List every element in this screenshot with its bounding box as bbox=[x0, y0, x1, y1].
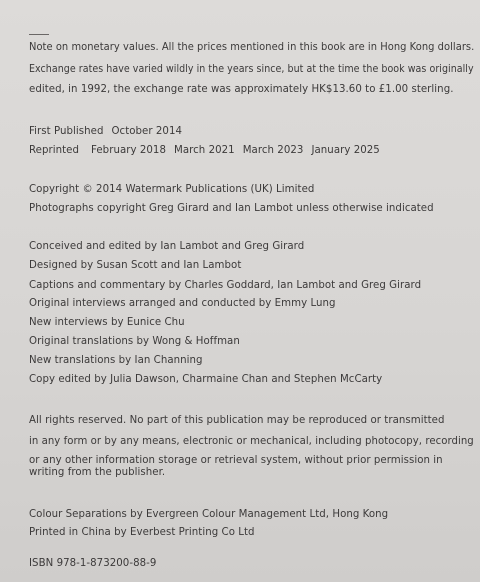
top-rule-divider bbox=[29, 34, 49, 35]
rights-line: All rights reserved. No part of this publication may be reproduced or transmitted bbox=[29, 415, 445, 426]
copyright-line: Copyright © 2014 Watermark Publications (UK) Limited bbox=[29, 184, 315, 195]
credit-line: New interviews by Eunice Chu bbox=[29, 317, 185, 328]
credit-line: Original interviews arranged and conducted by Emmy Lung bbox=[29, 298, 336, 309]
photo-copyright-line: Photographs copyright Greg Girard and Ian Lambot unless otherwise indicated bbox=[29, 203, 434, 214]
rights-line: writing from the publisher. bbox=[29, 467, 166, 478]
reprint-date: February 2018 bbox=[91, 145, 166, 156]
monetary-note-line: Exchange rates have varied wildly in the years since, but at the time the book was originally bbox=[29, 64, 474, 75]
reprint-date: March 2021 bbox=[173, 145, 235, 156]
credit-line: Designed by Susan Scott and Ian Lambot bbox=[29, 260, 242, 271]
first-published-date: October 2014 bbox=[111, 126, 183, 137]
rights-line: or any other information storage or retrieval system, without prior permission in bbox=[29, 455, 443, 466]
reprint-date: March 2023 bbox=[242, 145, 304, 156]
reprinted-label: Reprinted bbox=[29, 145, 80, 156]
reprinted-line bbox=[29, 144, 380, 157]
first-published-line bbox=[29, 125, 182, 138]
colour-separations-line: Colour Separations by Evergreen Colour Management Ltd, Hong Kong bbox=[29, 509, 389, 520]
reprint-date: January 2025 bbox=[311, 145, 380, 156]
first-published-label: First Published bbox=[29, 126, 104, 137]
monetary-note-line: edited, in 1992, the exchange rate was approximately HK$13.60 to £1.00 sterling. bbox=[29, 84, 454, 95]
printer-line: Printed in China by Everbest Printing Co Ltd bbox=[29, 527, 255, 538]
credit-line: New translations by Ian Channing bbox=[29, 355, 203, 366]
monetary-note-line: Note on monetary values. All the prices mentioned in this book are in Hong Kong dollars. bbox=[29, 42, 475, 53]
rights-line: in any form or by any means, electronic or mechanical, including photocopy, recording bbox=[29, 436, 474, 447]
credit-line: Original translations by Wong & Hoffman bbox=[29, 336, 240, 347]
credit-line: Captions and commentary by Charles Goddard, Ian Lambot and Greg Girard bbox=[29, 280, 422, 291]
isbn: ISBN 978-1-873200-88-9 bbox=[29, 558, 157, 569]
credit-line: Conceived and edited by Ian Lambot and Greg Girard bbox=[29, 241, 305, 252]
credit-line: Copy edited by Julia Dawson, Charmaine Chan and Stephen McCarty bbox=[29, 374, 383, 385]
